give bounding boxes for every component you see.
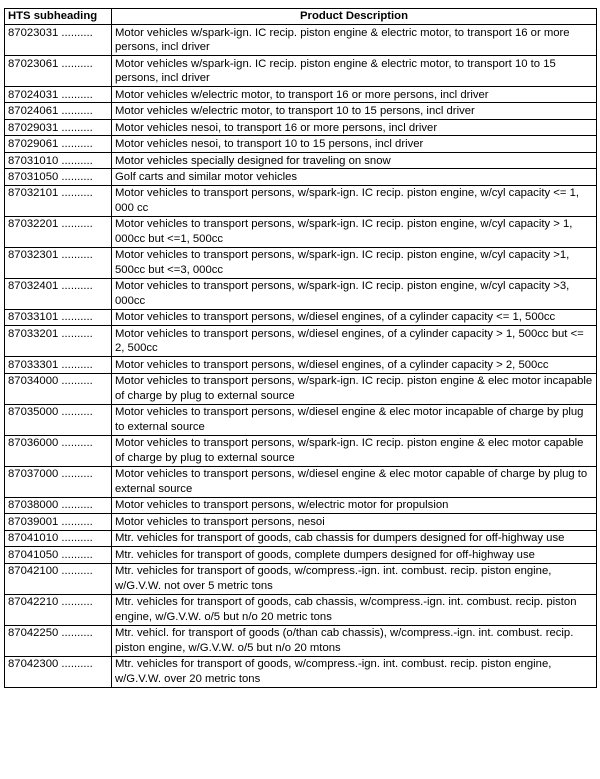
hts-code-cell: 87034000 .......... xyxy=(5,373,112,404)
product-description-cell: Motor vehicles to transport persons, w/spark-ign. IC recip. piston engine & elec motor capable of charge by plug to external source xyxy=(112,435,597,466)
hts-code-cell: 87042210 .......... xyxy=(5,594,112,625)
hts-code-cell: 87032401 .......... xyxy=(5,278,112,309)
hts-code-cell: 87039001 .......... xyxy=(5,514,112,530)
product-description-cell: Motor vehicles to transport persons, w/diesel engines, of a cylinder capacity <= 1, 500cc xyxy=(112,309,597,325)
product-description-cell: Motor vehicles to transport persons, w/electric motor for propulsion xyxy=(112,497,597,513)
table-row xyxy=(5,86,597,102)
table-row xyxy=(5,55,597,86)
header-row xyxy=(5,9,597,25)
product-description-cell: Mtr. vehicl. for transport of goods (o/than cab chassis), w/compress.-ign. int. combust. recip. piston engine, w/G.V.W. o/5 but n/o 20 mtons xyxy=(112,625,597,656)
product-description-cell: Motor vehicles w/electric motor, to transport 16 or more persons, incl driver xyxy=(112,86,597,102)
table-row xyxy=(5,326,597,357)
product-description-cell: Motor vehicles nesoi, to transport 16 or more persons, incl driver xyxy=(112,119,597,135)
product-description-cell: Motor vehicles to transport persons, w/diesel engines, of a cylinder capacity > 1, 500cc but <= 2, 500cc xyxy=(112,326,597,357)
product-description-cell: Motor vehicles to transport persons, w/spark-ign. IC recip. piston engine, w/cyl capacity <= 1, 000 cc xyxy=(112,185,597,216)
product-description-cell: Motor vehicles to transport persons, w/spark-ign. IC recip. piston engine & elec motor incapable of charge by plug to external source xyxy=(112,373,597,404)
product-description-cell: Motor vehicles to transport persons, w/diesel engines, of a cylinder capacity > 2, 500cc xyxy=(112,357,597,373)
product-description-cell: Mtr. vehicles for transport of goods, w/compress.-ign. int. combust. recip. piston engine, w/G.V.W. over 20 metric tons xyxy=(112,656,597,687)
product-description-cell: Motor vehicles w/spark-ign. IC recip. piston engine & electric motor, to transport 16 or more persons, incl driver xyxy=(112,25,597,56)
hts-code-cell: 87042300 .......... xyxy=(5,656,112,687)
table-row xyxy=(5,103,597,119)
product-description-cell: Mtr. vehicles for transport of goods, cab chassis for dumpers designed for off-highway use xyxy=(112,530,597,546)
hts-code-cell: 87037000 .......... xyxy=(5,466,112,497)
hts-code-cell: 87024061 .......... xyxy=(5,103,112,119)
hts-code-cell: 87033201 .......... xyxy=(5,326,112,357)
hts-code-cell: 87031010 .......... xyxy=(5,152,112,168)
hts-code-cell: 87032101 .......... xyxy=(5,185,112,216)
hts-table xyxy=(4,8,597,688)
table-row xyxy=(5,530,597,546)
hts-code-cell: 87035000 .......... xyxy=(5,404,112,435)
hts-code-cell: 87031050 .......... xyxy=(5,169,112,185)
product-description-cell: Motor vehicles to transport persons, w/spark-ign. IC recip. piston engine, w/cyl capacity >1, 500cc but <=3, 000cc xyxy=(112,247,597,278)
hts-code-cell: 87024031 .......... xyxy=(5,86,112,102)
table-row xyxy=(5,466,597,497)
table-row xyxy=(5,563,597,594)
hts-code-cell: 87041010 .......... xyxy=(5,530,112,546)
product-description-cell: Golf carts and similar motor vehicles xyxy=(112,169,597,185)
hts-code-cell: 87032301 .......... xyxy=(5,247,112,278)
table-row xyxy=(5,169,597,185)
hts-code-cell: 87033101 .......... xyxy=(5,309,112,325)
hts-code-cell: 87038000 .......... xyxy=(5,497,112,513)
table-row xyxy=(5,185,597,216)
product-description-cell: Motor vehicles to transport persons, w/diesel engine & elec motor capable of charge by plug to external source xyxy=(112,466,597,497)
table-row xyxy=(5,309,597,325)
table-row xyxy=(5,625,597,656)
table-row xyxy=(5,435,597,466)
document-page xyxy=(4,8,596,688)
table-row xyxy=(5,547,597,563)
product-description-cell: Motor vehicles to transport persons, w/spark-ign. IC recip. piston engine, w/cyl capacity >3, 000cc xyxy=(112,278,597,309)
table-row xyxy=(5,119,597,135)
table-body xyxy=(5,25,597,688)
product-description-cell: Mtr. vehicles for transport of goods, cab chassis, w/compress.-ign. int. combust. recip. piston engine, w/G.V.W. o/5 but n/o 20 metric tons xyxy=(112,594,597,625)
table-row xyxy=(5,278,597,309)
table-row xyxy=(5,216,597,247)
table-row xyxy=(5,136,597,152)
hts-code-cell: 87041050 .......... xyxy=(5,547,112,563)
table-row xyxy=(5,247,597,278)
table-row xyxy=(5,594,597,625)
product-description-cell: Motor vehicles to transport persons, nesoi xyxy=(112,514,597,530)
product-description-cell: Motor vehicles to transport persons, w/diesel engine & elec motor incapable of charge by plug to external source xyxy=(112,404,597,435)
table-row xyxy=(5,357,597,373)
hts-code-cell: 87042250 .......... xyxy=(5,625,112,656)
hts-code-cell: 87029031 .......... xyxy=(5,119,112,135)
table-row xyxy=(5,404,597,435)
product-description-cell: Mtr. vehicles for transport of goods, complete dumpers designed for off-highway use xyxy=(112,547,597,563)
product-description-cell: Motor vehicles specially designed for traveling on snow xyxy=(112,152,597,168)
table-row xyxy=(5,656,597,687)
hts-code-cell: 87023031 .......... xyxy=(5,25,112,56)
header-hts-subheading: HTS subheading xyxy=(5,9,112,25)
product-description-cell: Motor vehicles nesoi, to transport 10 to 15 persons, incl driver xyxy=(112,136,597,152)
product-description-cell: Motor vehicles to transport persons, w/spark-ign. IC recip. piston engine, w/cyl capacity > 1, 000cc but <=1, 500cc xyxy=(112,216,597,247)
hts-code-cell: 87023061 .......... xyxy=(5,55,112,86)
table-row xyxy=(5,514,597,530)
product-description-cell: Motor vehicles w/spark-ign. IC recip. piston engine & electric motor, to transport 10 to 15 persons, incl driver xyxy=(112,55,597,86)
table-row xyxy=(5,497,597,513)
hts-code-cell: 87042100 .......... xyxy=(5,563,112,594)
table-row xyxy=(5,152,597,168)
hts-code-cell: 87032201 .......... xyxy=(5,216,112,247)
product-description-cell: Motor vehicles w/electric motor, to transport 10 to 15 persons, incl driver xyxy=(112,103,597,119)
hts-code-cell: 87033301 .......... xyxy=(5,357,112,373)
product-description-cell: Mtr. vehicles for transport of goods, w/compress.-ign. int. combust. recip. piston engine, w/G.V.W. not over 5 metric tons xyxy=(112,563,597,594)
header-product-description: Product Description xyxy=(112,9,597,25)
table-row xyxy=(5,373,597,404)
hts-code-cell: 87029061 .......... xyxy=(5,136,112,152)
table-row xyxy=(5,25,597,56)
hts-code-cell: 87036000 .......... xyxy=(5,435,112,466)
